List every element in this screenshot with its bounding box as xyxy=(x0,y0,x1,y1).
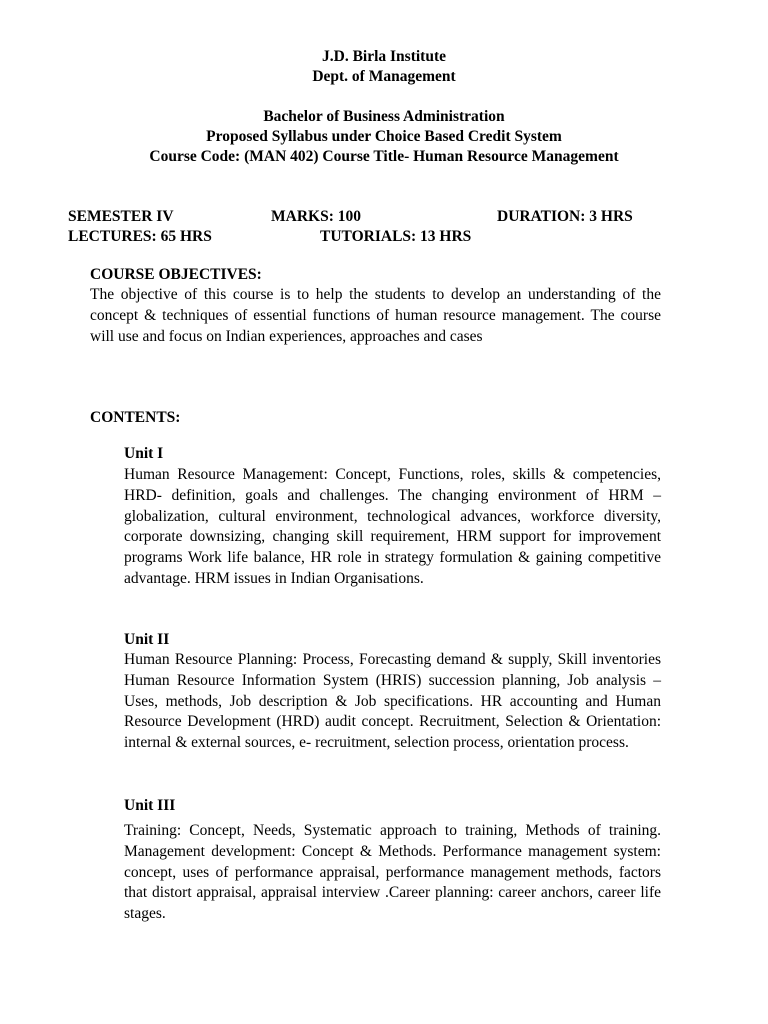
unit-1-title: Unit I xyxy=(124,445,164,462)
lectures-label: LECTURES: 65 HRS xyxy=(68,228,212,245)
duration-label: DURATION: 3 HRS xyxy=(497,208,633,225)
unit-3-text: Training: Concept, Needs, Systematic approach to training, Methods of training. Management development: Concept & Methods. Performance management system: concept, uses of performance appraisal, performance management methods, factors that distort appraisal, appraisal interview .Career planning: career anchors, career life stages. xyxy=(124,822,661,923)
objectives-text: The objective of this course is to help the students to develop an understanding of the concept & techniques of essential functions of human resource management. The course will use and focus on Indian experiences, approaches and cases xyxy=(90,286,661,345)
semester-label: SEMESTER IV xyxy=(68,208,174,225)
unit-1-text: Human Resource Management: Concept, Functions, roles, skills & competencies, HRD- definition, goals and challenges. The changing environment of HRM – globalization, cultural environment, technological advances, workforce diversity, corporate downsizing, changing skill requirement, HRM support for improvement programs Work life balance, HR role in strategy formulation & gaining competitive advantage. HRM issues in Indian Organisations. xyxy=(124,466,661,587)
institute-name: J.D. Birla Institute xyxy=(322,48,446,65)
tutorials-label: TUTORIALS: 13 HRS xyxy=(320,228,472,245)
unit-2-text: Human Resource Planning: Process, Forecasting demand & supply, Skill inventories Human Resource Information System (HRIS) succession planning, Job analysis – Uses, methods, Job description & Job specifications. HR accounting and Human Resource Development (HRD) audit concept. Recruitment, Selection & Orientation: internal & external sources, e- recruitment, selection process, orientation process. xyxy=(124,651,661,752)
unit-3-title: Unit III xyxy=(124,797,176,814)
contents-heading: CONTENTS: xyxy=(90,409,181,426)
department-name: Dept. of Management xyxy=(312,68,456,85)
unit-2-title: Unit II xyxy=(124,631,170,648)
course-title: Course Code: (MAN 402) Course Title- Human Resource Management xyxy=(149,148,619,165)
syllabus-title: Proposed Syllabus under Choice Based Credit System xyxy=(206,128,562,145)
program-title: Bachelor of Business Administration xyxy=(263,108,505,125)
marks-label: MARKS: 100 xyxy=(271,208,361,225)
objectives-heading: COURSE OBJECTIVES: xyxy=(90,266,262,283)
